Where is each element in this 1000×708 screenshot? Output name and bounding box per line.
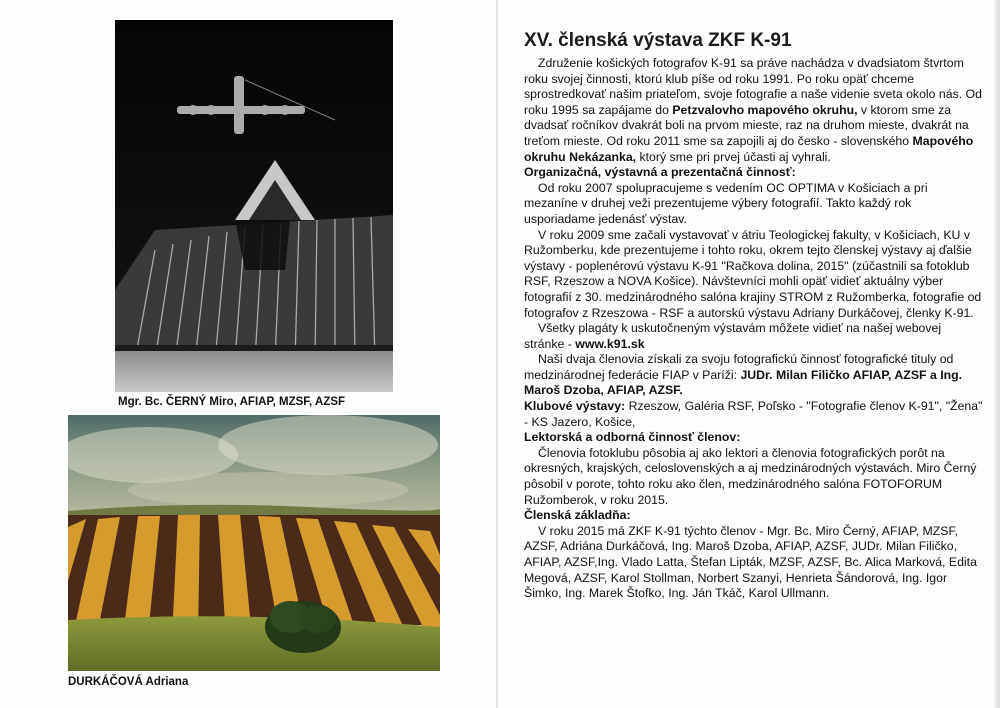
photo-caption-durkacova: DURKÁČOVÁ Adriana [68, 676, 189, 688]
heading-membership: Členská základňa: [524, 508, 631, 523]
paragraph-lecturing: Členovia fotoklubu pôsobia aj ako lektori a členovia fotografických porôt na okresných, krajských, celoslovenských a aj medzinárodných výstavách. Miro Černý pôsobil v porote, tohto roku ako člen, medzinárodného salóna FOTOFORUM Ružomberok, v roku 2015. [524, 445, 977, 507]
fiap-awardees: JUDr. Milan Filičko AFIAP, AZSF a Ing. Maroš Dzoba, AFIAP, AZSF. [524, 367, 963, 398]
paragraph-fiap: Naši dvaja členovia získali za svoju fotografickú činnosť fotografické tituly od medzinárodnej federácie FIAP v Paríži: JUDr. Milan Filičko AFIAP, AZSF a Ing. Maroš Dzoba, AFIAP, AZSF. [524, 352, 963, 398]
photo-barn-cross [115, 20, 393, 392]
heading-club-exhibitions: Klubové výstavy: [524, 399, 626, 414]
petzval-circuit-name: Petzvalovho mapového okruhu, [672, 102, 858, 117]
paragraph-members: V roku 2015 má ZKF K-91 týchto členov - Mgr. Bc. Miro Černý, AFIAP, MZSF, AZSF, Adriána Durkáčová, Ing. Maroš Dzoba, AFIAP, AZSF, JUDr. Milan Filičko, AFIAP, AZSF,Ing. Vlado Latta, Štefan Lipták, MZSF, AZSF, Bc. Alica Marková, Edita Megová, AZSF, Karol Stollman, Norbert Szanyi, Henrieta Šándorová, Ing. Igor Šimko, Ing. Marek Štofko, Ing. Ján Tkáč, Karol Ullmann. [524, 523, 977, 601]
photo-striped-field [68, 415, 440, 671]
heading-lecturing: Lektorská a odborná činnosť členov: [524, 430, 741, 445]
heading-activities: Organizačná, výstavná a prezentačná činnosť: [524, 165, 796, 180]
page-edge [994, 0, 1000, 708]
paragraph-club-exhibitions: Klubové výstavy: Rzeszow, Galéria RSF, Poľsko - "Fotografie členov K-91", "Žena" - KS Jazero, Košice, [524, 399, 983, 429]
page-fold [496, 0, 498, 708]
article-title: XV. členská výstava ZKF K-91 [524, 30, 792, 51]
paragraph-exhibitions: V roku 2009 sme začali vystavovať v átriu Teologickej fakulty, v Košiciach, KU v Ružomberku, kde prezentujeme i tohto roku, okrem tejto členskej výstavy aj ďalšie výstavy - poplenérovú výstavu K-91 "Račkova dolina, 2015" (zúčastnili sa fotoklub RSF, Rzeszow a NOVA Košice). Návštevníci mohli opäť vidieť aktuálny výber fotografií z 30. medzinárodného salóna krajiny STROM z Ružomberka, fotografie od fotografov z Rzeszowa - RSF a autorskú výstavu Adriany Durkáčovej, členky K-91. [524, 227, 982, 320]
paragraph-website: Všetky plagáty k uskutočneným výstavám môžete vidieť na našej webovej stránke - www.k91.sk [524, 321, 942, 351]
website-link[interactable]: www.k91.sk [575, 336, 645, 351]
paragraph-optima: Od roku 2007 spolupracujeme s vedením OC OPTIMA v Košiciach a pri mezaníne v druhej veži prezentujeme výbery fotografií. Takto každý rok usporiadame jedenásť výstav. [524, 180, 928, 226]
paragraph-intro: Združenie košických fotografov K-91 sa práve nachádza v dvadsiatom štvrtom roku svojej činnosti, ktorú klub píše od roku 1991. Po roku opäť chceme sprostredkovať našim priateľom, svoje fotografie a naše videnie sveta okolo nás. Od roku 1995 sa zapájame do Petzvalovho mapového okruhu, v ktorom sme za dvadsať ročníkov dvakrát boli na prvom mieste, raz na druhom mieste, dvakrát na treťom mieste. Od roku 2011 sme sa zapojili aj do česko - slovenského Mapového okruhu Nekázanka, ktorý sme pri prvej účasti aj vyhrali. [524, 56, 982, 164]
article [524, 30, 984, 602]
nekazanka-circuit-name: Mapového okruhu Nekázanka, [524, 133, 974, 164]
photo-caption-cerny: Mgr. Bc. ČERNÝ Miro, AFIAP, MZSF, AZSF [118, 396, 346, 408]
